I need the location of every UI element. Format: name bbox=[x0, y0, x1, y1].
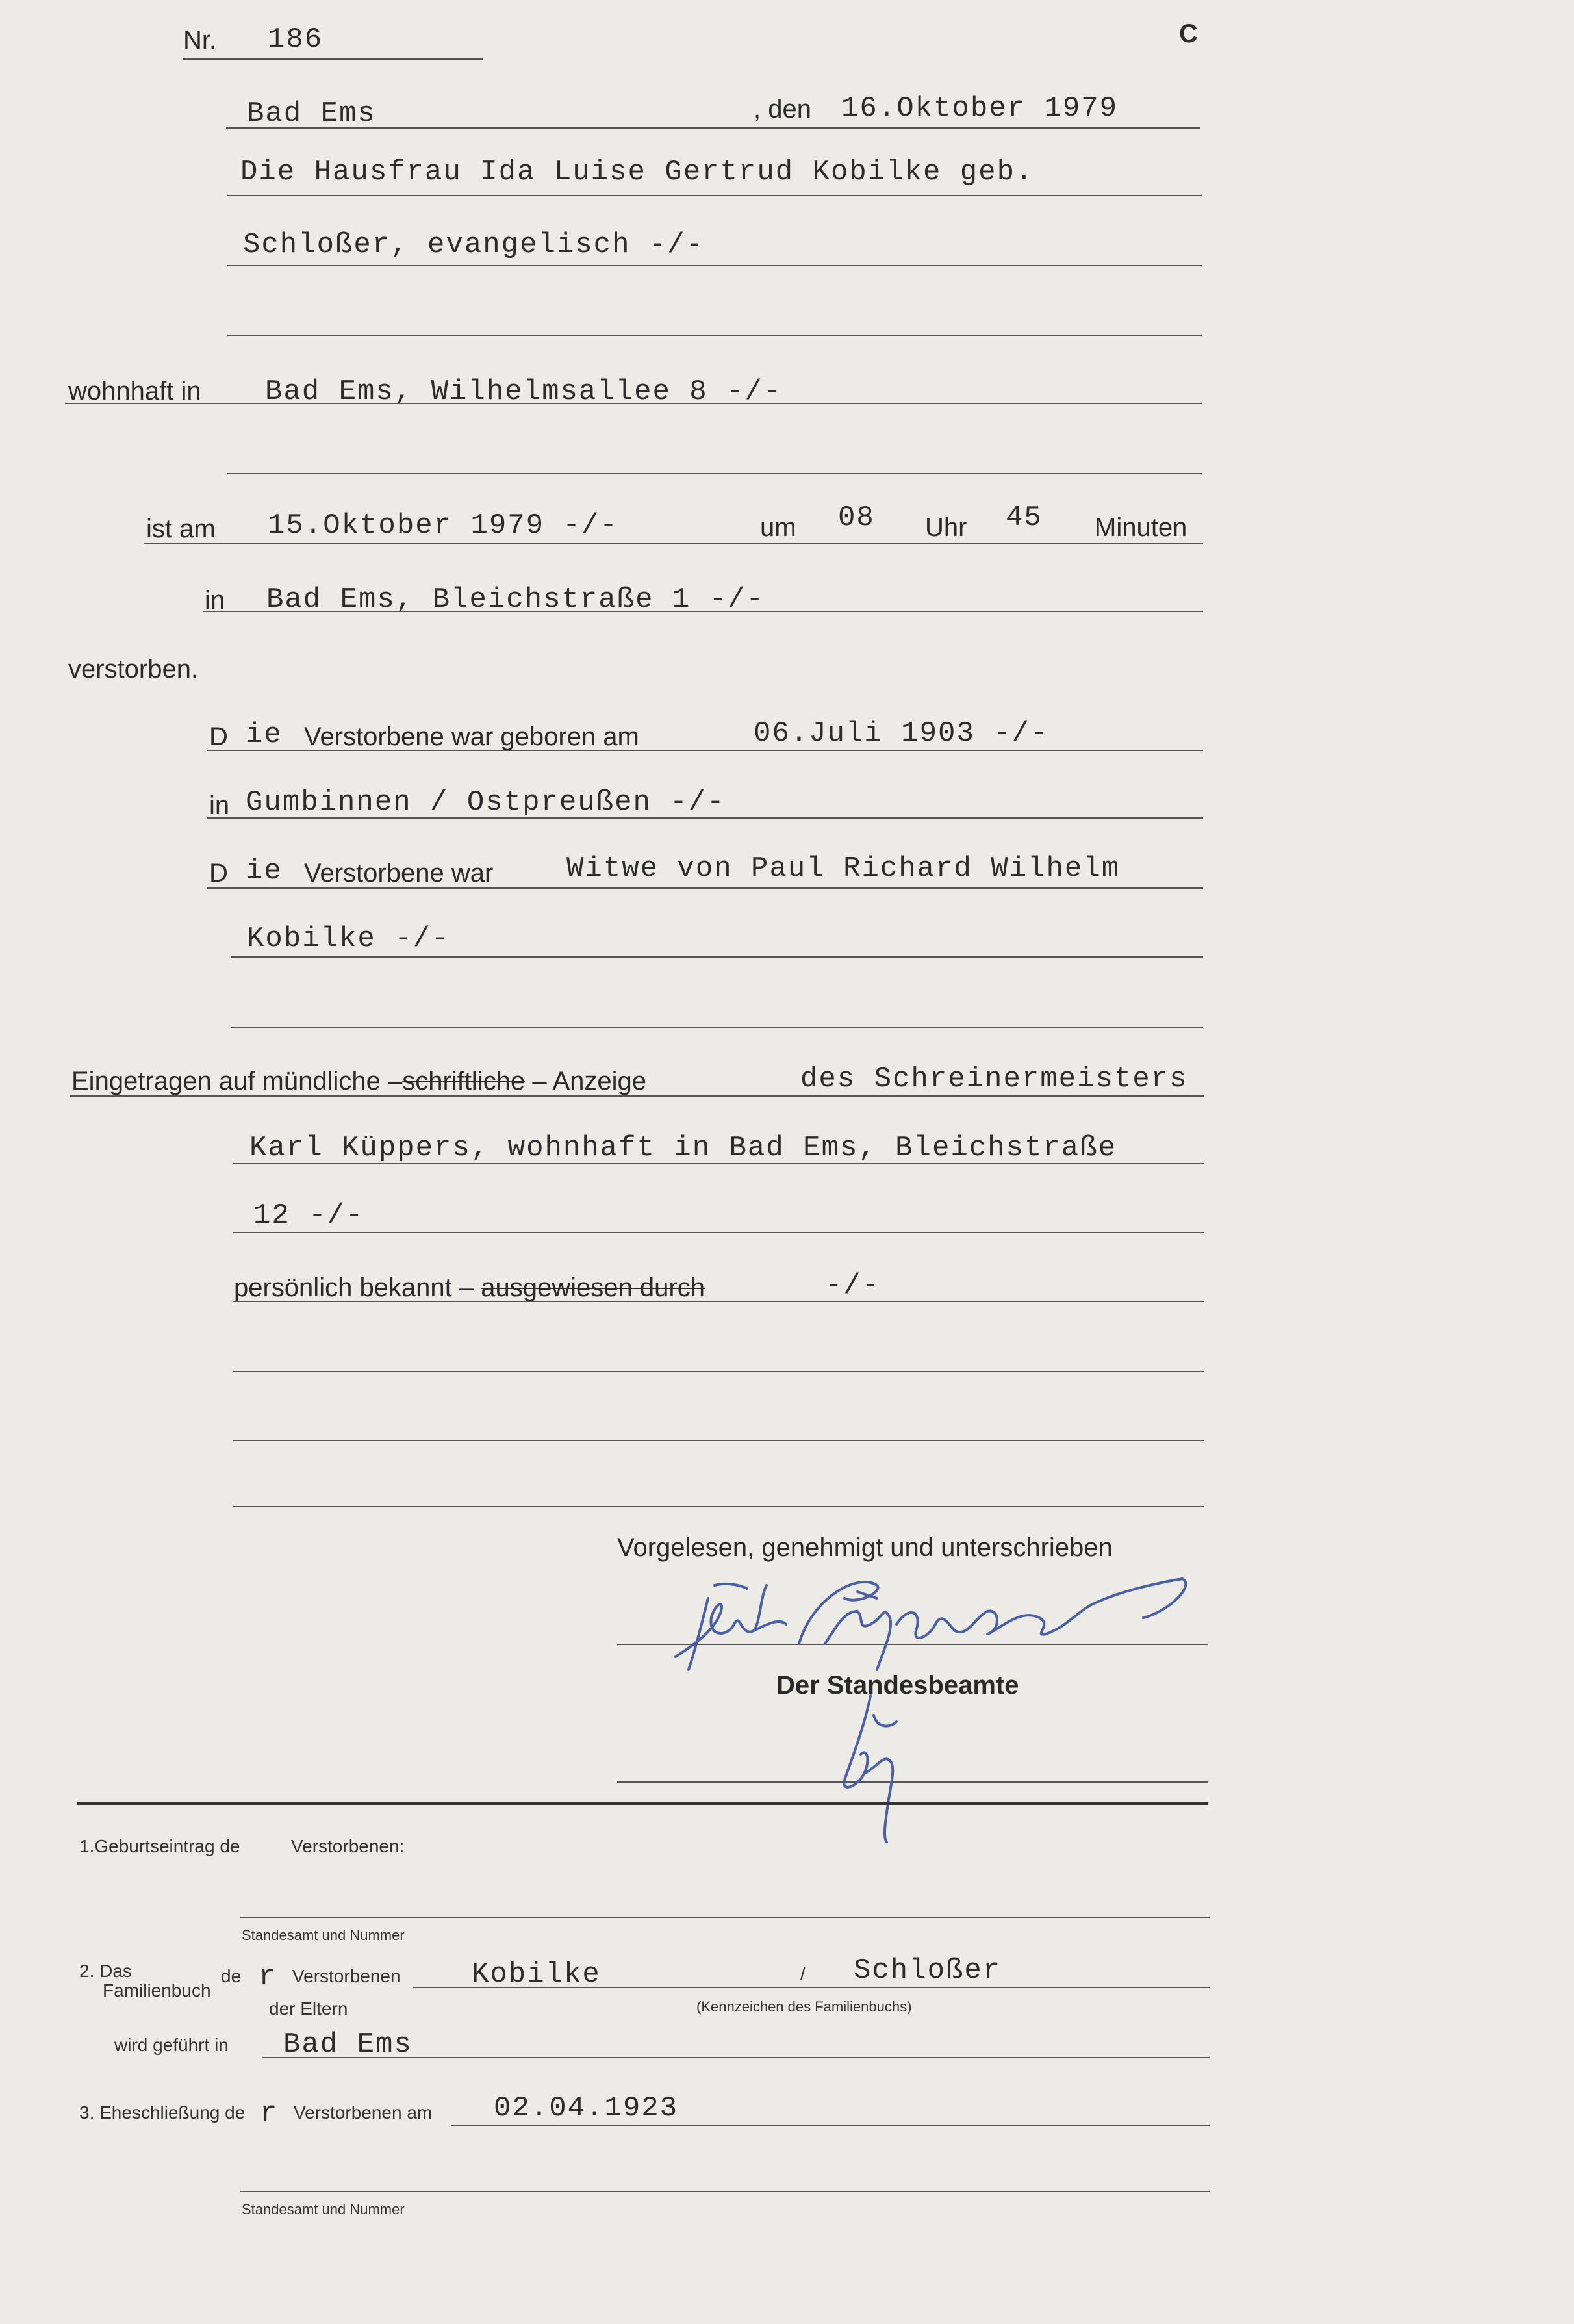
registry-place: Bad Ems bbox=[247, 97, 376, 130]
birth-d-label: D bbox=[209, 722, 228, 751]
gefuehrt-label: wird geführt in bbox=[114, 2035, 229, 2055]
marriage-article: r bbox=[260, 2097, 279, 2130]
death-uhr-label: Uhr bbox=[925, 513, 967, 542]
den-label: , den bbox=[754, 95, 811, 123]
report-line-2-underline bbox=[233, 1163, 1204, 1164]
standesamt-label-2: Standesamt und Nummer bbox=[242, 2201, 405, 2217]
birth-place: Gumbinnen / Ostpreußen -/- bbox=[246, 786, 726, 819]
marriage-underline bbox=[451, 2125, 1210, 2126]
marriage-label-2: Verstorbenen am bbox=[294, 2102, 433, 2123]
family-name: Kobilke bbox=[472, 1958, 601, 1991]
report-line-2: Karl Küppers, wohnhaft in Bad Ems, Bleichstraße bbox=[249, 1132, 1117, 1164]
status-d-label: D bbox=[209, 859, 228, 887]
gefuehrt-underline bbox=[262, 2057, 1210, 2058]
report-line-1-underline bbox=[70, 1095, 1204, 1097]
family-eltern-label: der Eltern bbox=[269, 1998, 348, 2019]
report-label-struck: schriftliche bbox=[402, 1067, 526, 1095]
identity-struck: ausgewiesen durch bbox=[481, 1273, 705, 1302]
blank-underline-2 bbox=[233, 1440, 1204, 1441]
family-underline bbox=[413, 1987, 1210, 1988]
status-war-label: Verstorbene war bbox=[304, 859, 494, 887]
nr-label: Nr. bbox=[183, 26, 217, 55]
birth-article: ie bbox=[246, 719, 283, 751]
death-um-label: um bbox=[760, 513, 796, 542]
place-date-underline bbox=[226, 127, 1200, 129]
read-approved-label: Vorgelesen, genehmigt und unterschrieben bbox=[617, 1533, 1113, 1562]
status-line-1-underline bbox=[207, 887, 1203, 889]
status-line-2-underline bbox=[231, 956, 1203, 958]
family-slash: / bbox=[800, 1963, 806, 1984]
report-label-prefix: Eingetragen auf mündliche – bbox=[71, 1067, 403, 1095]
marriage-office-underline bbox=[240, 2191, 1210, 2192]
death-minutes: 45 bbox=[1006, 502, 1043, 534]
status-line-1: Witwe von Paul Richard Wilhelm bbox=[566, 852, 1121, 885]
residence-value: Bad Ems, Wilhelmsallee 8 -/- bbox=[265, 376, 782, 408]
registrar-label: Der Standesbeamte bbox=[776, 1671, 1019, 1700]
death-date: 15.Oktober 1979 -/- bbox=[268, 509, 618, 542]
birth-entry-label: 1.Geburtseintrag de bbox=[79, 1836, 240, 1856]
footer-divider bbox=[77, 1802, 1208, 1805]
report-label-suffix: – Anzeige bbox=[532, 1067, 647, 1095]
birth-date: 06.Juli 1903 -/- bbox=[754, 717, 1049, 750]
person-line-3-underline bbox=[227, 335, 1202, 336]
death-time-underline bbox=[144, 543, 1203, 544]
death-place-underline bbox=[203, 611, 1203, 612]
death-hour: 08 bbox=[838, 502, 875, 534]
birth-entry-underline bbox=[240, 1917, 1210, 1918]
status-article: ie bbox=[246, 855, 283, 887]
report-line-3-underline bbox=[233, 1232, 1204, 1233]
death-ist-am-label: ist am bbox=[146, 515, 216, 543]
residence-extra-underline bbox=[227, 473, 1202, 474]
person-line-1: Die Hausfrau Ida Luise Gertrud Kobilke geb. bbox=[240, 156, 1034, 188]
identity-label bbox=[234, 1273, 705, 1303]
blank-underline-3 bbox=[233, 1506, 1204, 1507]
residence-label: wohnhaft in bbox=[68, 377, 201, 405]
family-verstorbenen-label: Verstorbenen bbox=[292, 1966, 401, 1986]
kennzeichen-label: (Kennzeichen des Familienbuchs) bbox=[696, 1998, 912, 2015]
family-num: 2. Das bbox=[79, 1961, 132, 1981]
identity-known-prefix: persönlich bekannt – bbox=[234, 1273, 474, 1302]
death-minuten-label: Minuten bbox=[1095, 513, 1187, 542]
family-name-2: Schloßer bbox=[854, 1954, 1002, 1987]
family-article: r bbox=[259, 1961, 277, 1993]
status-line-2: Kobilke -/- bbox=[247, 923, 450, 955]
marriage-date: 02.04.1923 bbox=[494, 2092, 679, 2125]
birth-geboren-label: Verstorbene war geboren am bbox=[304, 722, 639, 751]
person-line-2: Schloßer, evangelisch -/- bbox=[243, 229, 705, 261]
marriage-label: 3. Eheschließung de bbox=[79, 2102, 246, 2123]
report-line-1: des Schreinermeisters bbox=[800, 1063, 1188, 1095]
birth-date-underline bbox=[207, 750, 1203, 751]
family-label: Familienbuch bbox=[103, 1980, 211, 2000]
death-place: Bad Ems, Bleichstraße 1 -/- bbox=[266, 583, 765, 616]
nr-underline bbox=[183, 58, 483, 60]
identity-underline bbox=[233, 1301, 1204, 1302]
blank-underline-1 bbox=[233, 1371, 1204, 1372]
report-label bbox=[71, 1067, 646, 1096]
person-line-2-underline bbox=[227, 265, 1202, 266]
standesamt-label-1: Standesamt und Nummer bbox=[242, 1927, 405, 1943]
informant-signature-icon bbox=[663, 1559, 1208, 1689]
gefuehrt-value: Bad Ems bbox=[283, 2028, 413, 2061]
verstorben-label: verstorben. bbox=[68, 655, 199, 683]
death-in-label: in bbox=[205, 586, 225, 615]
entry-number: 186 bbox=[268, 23, 324, 56]
person-line-1-underline bbox=[227, 195, 1202, 196]
identity-suffix: -/- bbox=[825, 1270, 881, 1302]
registrar-signature-icon bbox=[825, 1689, 929, 1845]
birth-place-underline bbox=[207, 817, 1203, 819]
registry-date: 16.Oktober 1979 bbox=[841, 92, 1119, 125]
family-de-label: de bbox=[221, 1966, 242, 1986]
status-line-3-underline bbox=[231, 1027, 1203, 1028]
report-line-3: 12 -/- bbox=[253, 1199, 364, 1232]
corner-letter: C bbox=[1179, 19, 1198, 48]
birth-entry-label-2: Verstorbenen: bbox=[291, 1836, 405, 1856]
birth-in-label: in bbox=[209, 791, 230, 820]
residence-underline bbox=[65, 403, 1202, 404]
